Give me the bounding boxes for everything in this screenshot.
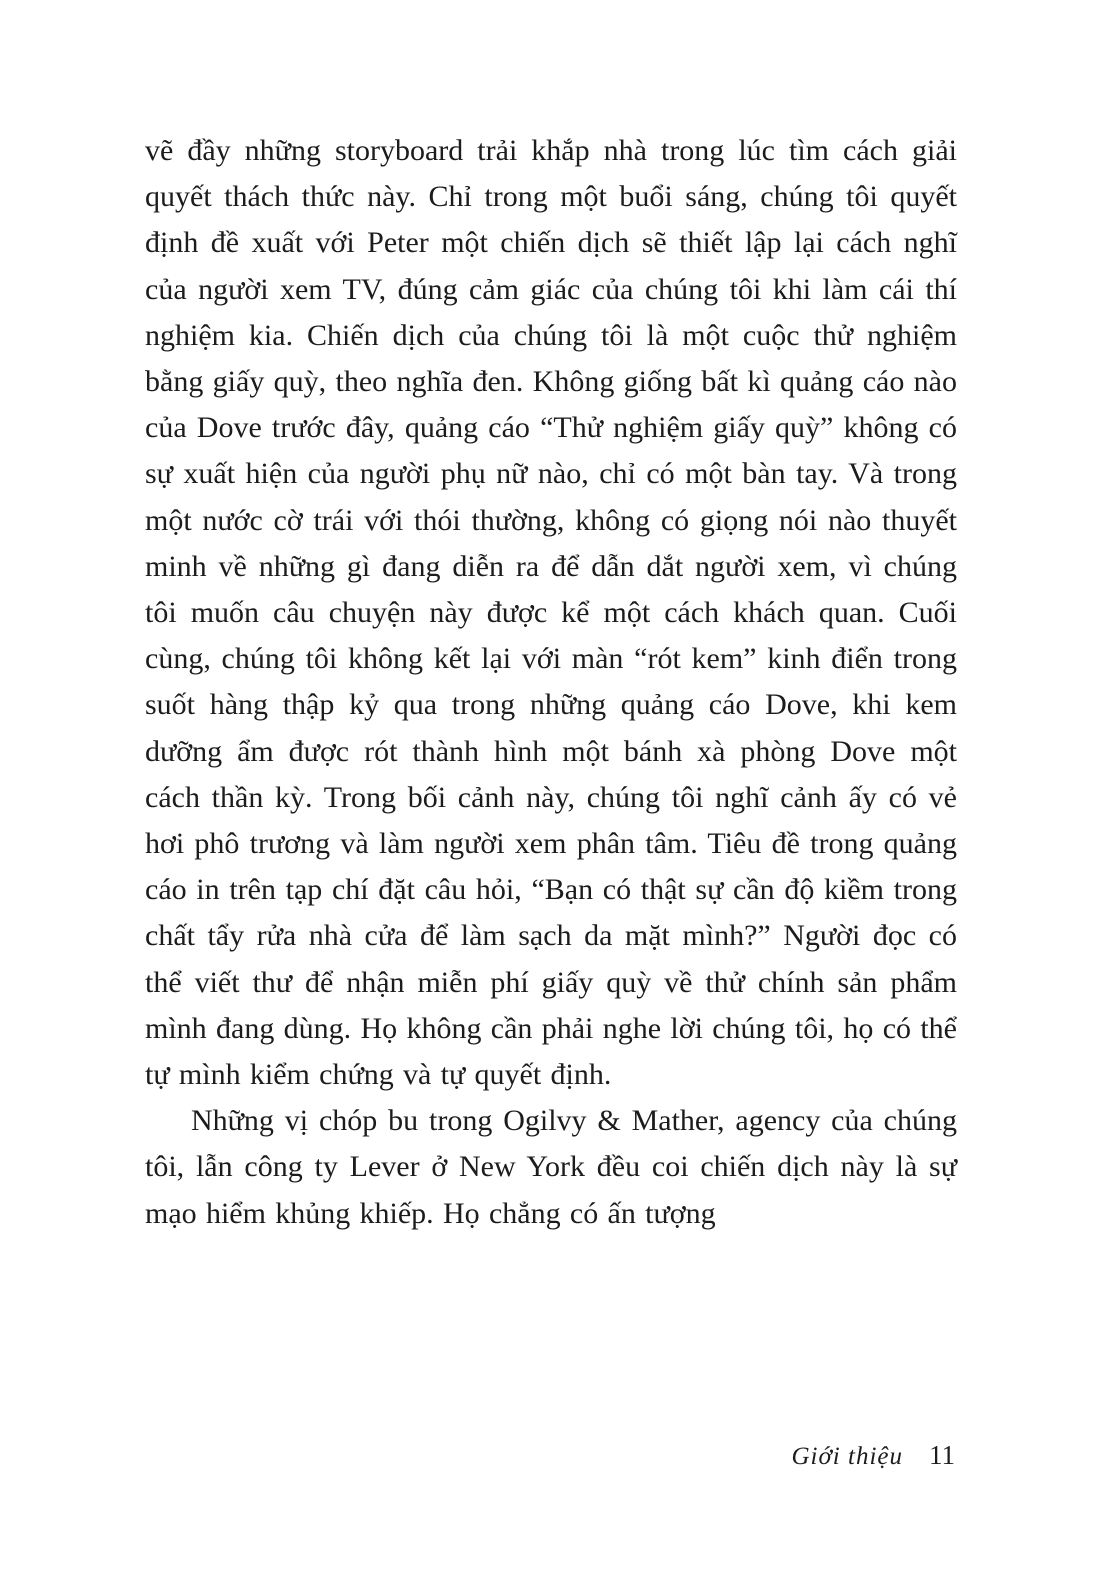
body-paragraph-2: Những vị chóp bu trong Ogilvy & Mather, agency của chúng tôi, lẫn công ty Lever ở New York đều coi chiến dịch này là sự mạo hiểm khủng khiếp. Họ chẳng có ấn tượng	[145, 1104, 957, 1230]
body-paragraph-1: vẽ đầy những storyboard trải khắp nhà trong lúc tìm cách giải quyết thách thức này. Chỉ trong một buổi sáng, chúng tôi quyết định đề xuất với Peter một chiến dịch sẽ thiết lập lại cách nghĩ của người xem TV, đúng cảm giác của chúng tôi khi làm cái thí nghiệm kia. Chiến dịch của chúng tôi là một cuộc thử nghiệm bằng giấy quỳ, theo nghĩa đen. Không giống bất kì quảng cáo nào của Dove trước đây, quảng cáo “Thử nghiệm giấy quỳ” không có sự xuất hiện của người phụ nữ nào, chỉ có một bàn tay. Và trong một nước cờ trái với thói thường, không có giọng nói nào thuyết minh về những gì đang diễn ra để dẫn dắt người xem, vì chúng tôi muốn câu chuyện này được kể một cách khách quan. Cuối cùng, chúng tôi không kết lại với màn “rót kem” kinh điển trong suốt hàng thập kỷ qua trong những quảng cáo Dove, khi kem dưỡng ẩm được rót thành hình một bánh xà phòng Dove một cách thần kỳ. Trong bối cảnh này, chúng tôi nghĩ cảnh ấy có vẻ hơi phô trương và làm người xem phân tâm. Tiêu đề trong quảng cáo in trên tạp chí đặt câu hỏi, “Bạn có thật sự cần độ kiềm trong chất tẩy rửa nhà cửa để làm sạch da mặt mình?” Người đọc có thể viết thư để nhận miễn phí giấy quỳ về thử chính sản phẩm mình đang dùng. Họ không cần phải nghe lời chúng tôi, họ có thể tự mình kiểm chứng và tự quyết định.	[145, 134, 957, 1092]
body-text-block	[145, 128, 957, 1237]
page-footer	[791, 1440, 955, 1471]
footer-page-number: 11	[929, 1440, 955, 1470]
footer-section-label: Giới thiệu	[791, 1443, 903, 1470]
